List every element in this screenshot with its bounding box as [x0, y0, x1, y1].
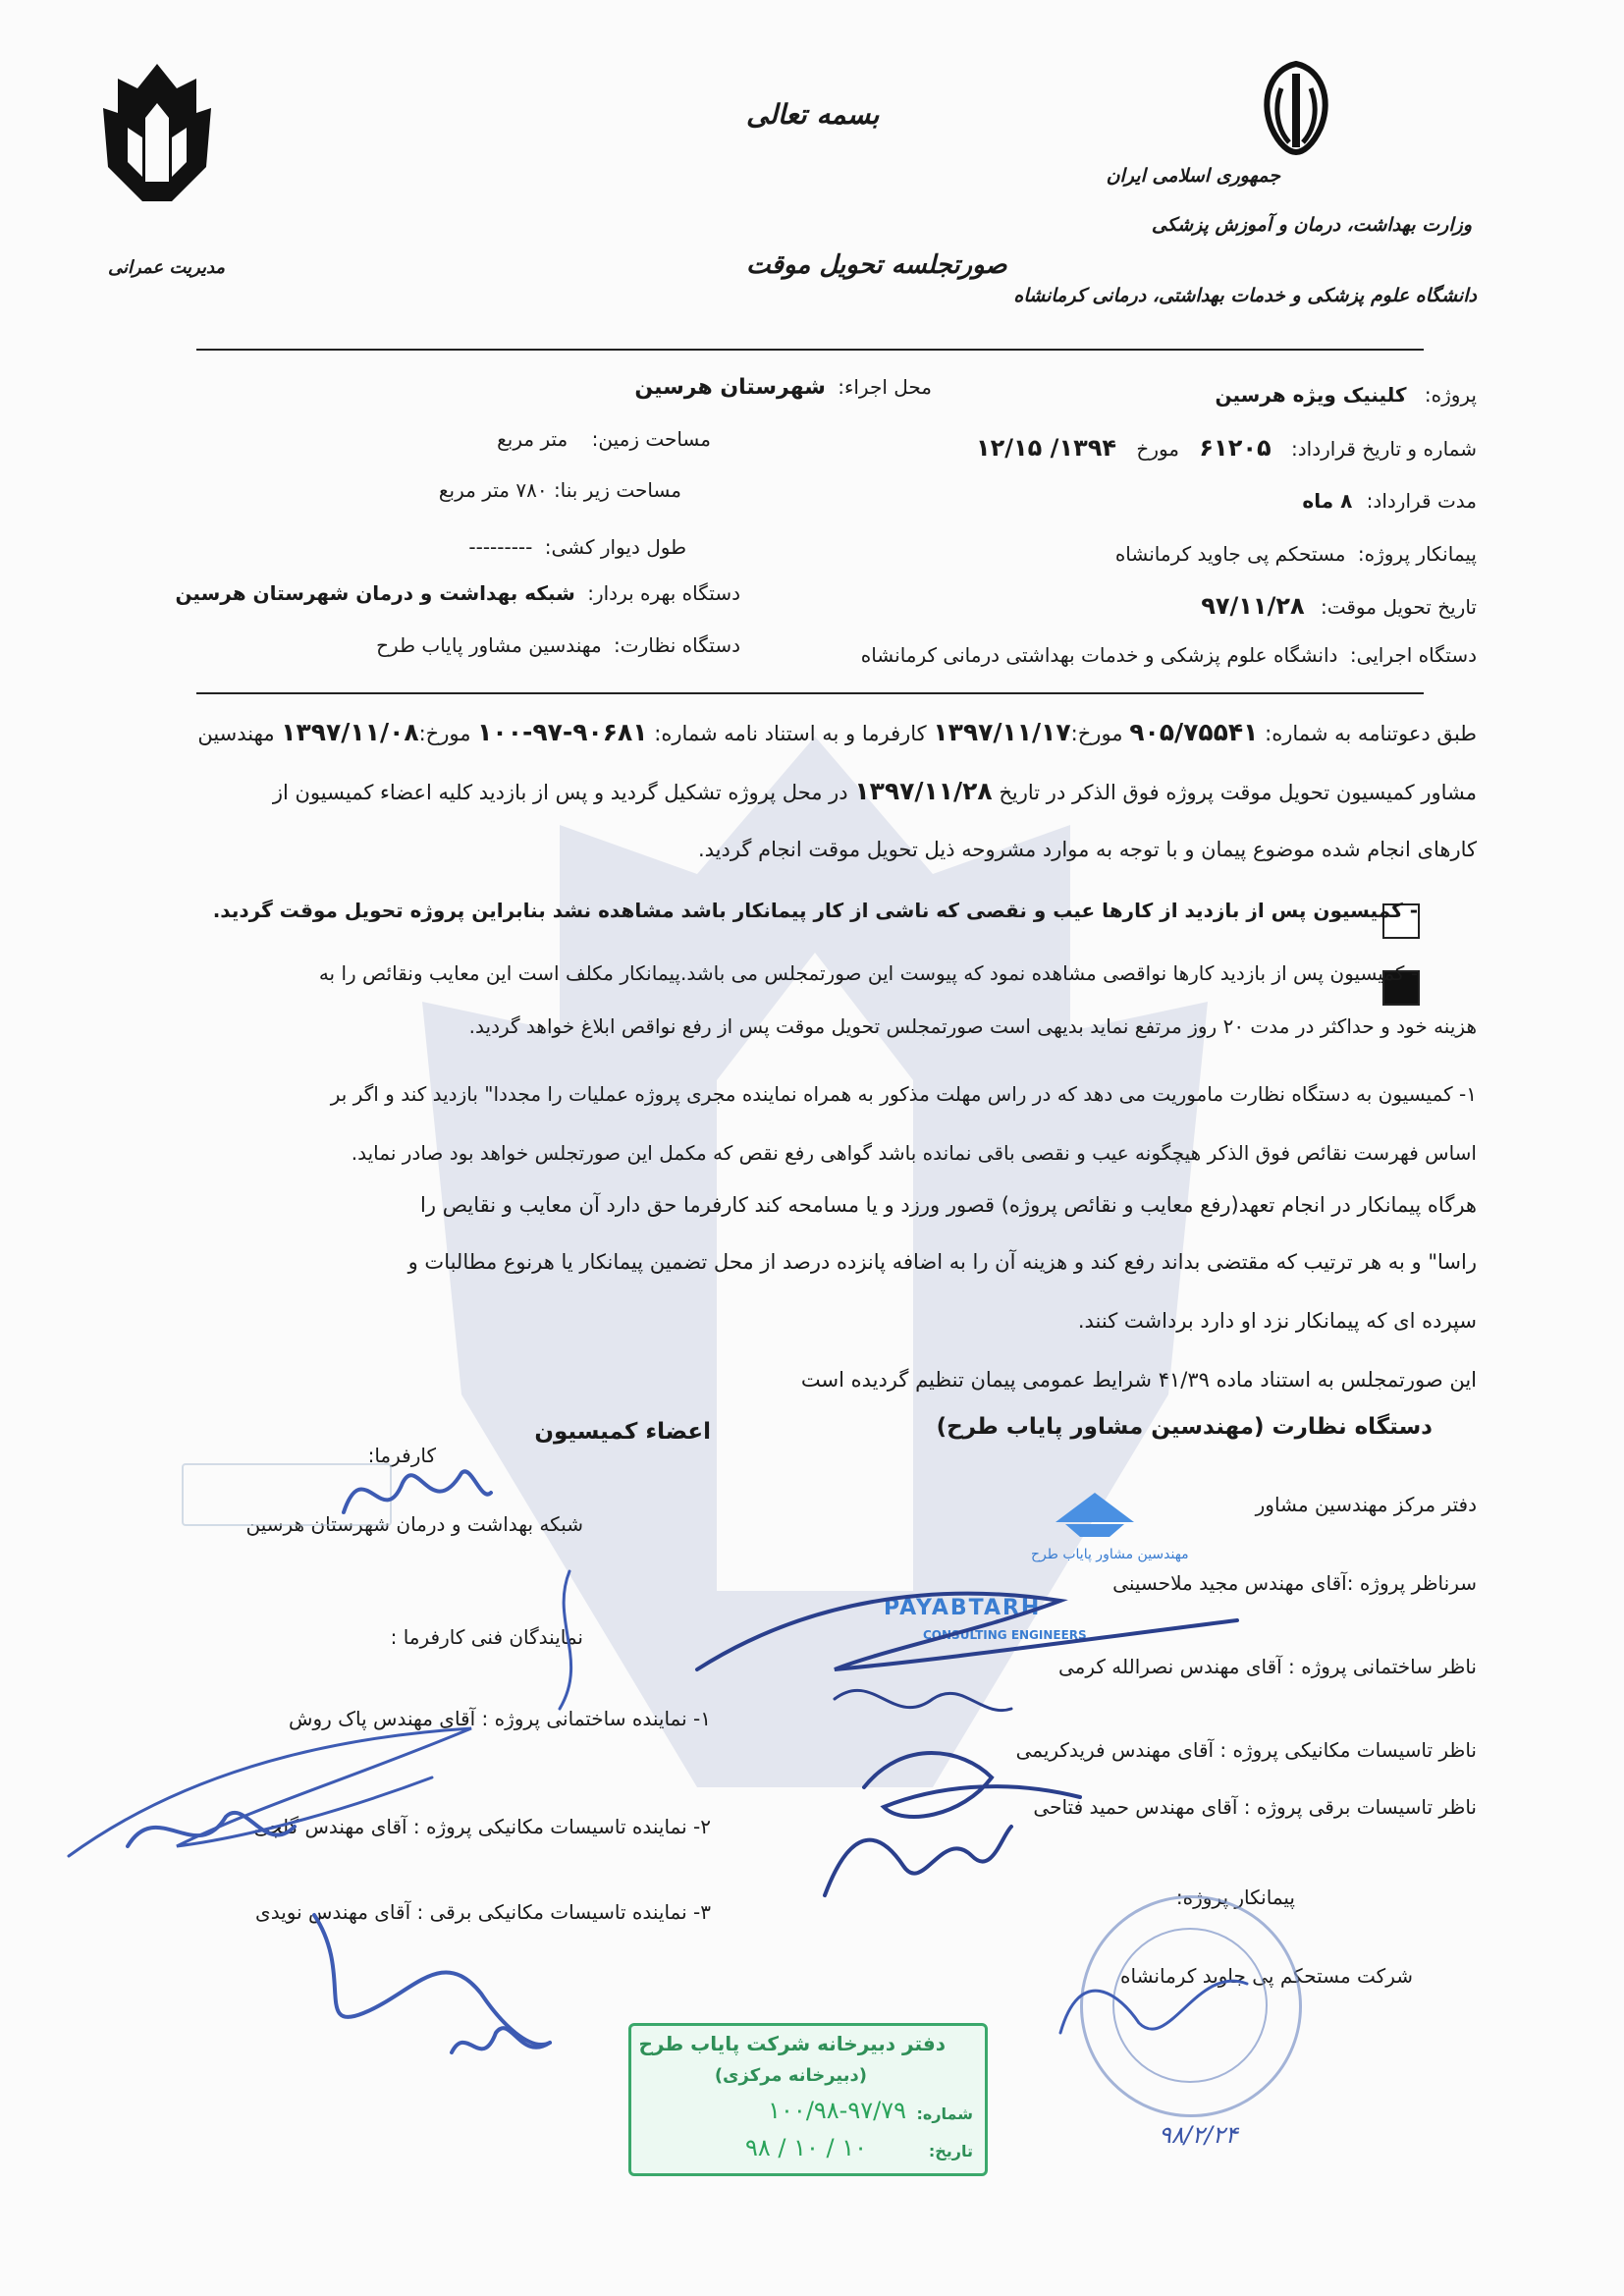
- contractor-value: مستحکم پی جاوید کرمانشاه: [1114, 542, 1346, 566]
- letter-text: کارفرما و به استناد نامه شماره:: [654, 722, 927, 745]
- project-label: پروژه:: [1424, 383, 1477, 407]
- wall-label: طول دیوار کشی:: [544, 535, 686, 559]
- contract-number: ۶۱۲۰۵: [1199, 434, 1272, 462]
- option-2-continuation: هزینه خود و حداکثر در مدت ۲۰ روز مرتفع نماید بدیهی است صورتمجلس تحویل موقت پس از رفع نواقص ابلاغ خواهد گردید.: [468, 1014, 1477, 1038]
- option-2-text: - کمیسیون پس از بازدید کارها نواقصی مشاهده نمود که پیوست این صورتمجلس می باشد.پیمانکار مکلف است این معایب ونقائص را به: [318, 961, 1418, 985]
- contract-row: [976, 434, 1477, 462]
- payab-stamp-en: PAYABTARH: [884, 1596, 1042, 1620]
- delivery-value: ۹۷/۱۱/۲۸: [1201, 592, 1305, 620]
- note-2-line-1: هرگاه پیمانکار در انجام تعهد(رفع معایب و نقائص پروژه) قصور ورزد و یا مسامحه کند کارفرما حق دارد آن معایب و نقایص را: [420, 1193, 1477, 1217]
- built-value: ۷۸۰ متر مربع: [438, 478, 548, 502]
- engineers-word: مهندسین: [197, 722, 275, 745]
- number-value: ۱۰۰/۹۸-۹۷/۷۹: [768, 2097, 906, 2124]
- handwritten-date: ۹۸/۲/۲۴: [1159, 2121, 1238, 2149]
- date-label: تاریخ:: [928, 2142, 973, 2160]
- note-2-line-2: راسا" و به هر ترتیب که مقتضی بداند رفع کند و هزینه آن را به اضافه پانزده درصد از محل تضمین پیمانکار یا هرنوع مطالبات و: [407, 1250, 1477, 1274]
- commission-text: مشاور کمیسیون تحویل موقت پروژه فوق الذکر در تاریخ: [999, 781, 1477, 804]
- duration-label: مدت قرارداد:: [1366, 489, 1477, 513]
- secretariat-sub: (دبیرخانه مرکزی): [714, 2065, 867, 2086]
- header-divider: [196, 349, 1424, 351]
- signature-rep-3b: [442, 2003, 560, 2082]
- contractor-label: پیمانکار پروژه:: [1357, 542, 1477, 566]
- elec-supervisor: ناظر تاسیسات برقی پروژه : آقای مهندس حمید فتاحی: [1033, 1795, 1477, 1819]
- location-row: [634, 375, 932, 400]
- secretariat-stamp: [628, 2023, 988, 2176]
- rep-2: ۲- نماینده تاسیسات مکانیکی پروژه : آقای مهندس گلچی: [253, 1815, 711, 1838]
- contractor-value-2: شرکت مستحکم پی جاوید کرمانشاه: [1120, 1964, 1413, 1988]
- signature-employer: [324, 1444, 501, 1552]
- operator-value: شبکه بهداشت و درمان شهرستان هرسین: [175, 581, 575, 605]
- supervisor-value: مهندسین مشاور پایاب طرح: [376, 633, 602, 657]
- number-label: شماره:: [916, 2105, 973, 2123]
- rep-1: ۱- نماینده ساختمانی پروژه : آقای مهندس پاک روش: [289, 1707, 711, 1730]
- land-label: مساحت زمین:: [591, 427, 711, 451]
- location-value: شهرستان هرسین: [634, 375, 826, 400]
- doc-title: صورتجلسه تحویل موقت: [746, 250, 1007, 280]
- payab-stamp-fa: مهندسین مشاور پایاب طرح: [1031, 1547, 1189, 1562]
- note-2-line-3: سپرده ای که پیمانکار نزد او دارد برداشت کنند.: [1077, 1309, 1477, 1333]
- supervisor-row: [376, 633, 740, 657]
- executor-label: دستگاه اجرایی:: [1349, 643, 1477, 667]
- wall-value: ---------: [468, 535, 533, 559]
- contractor-row: [1115, 542, 1477, 566]
- invite-date-label: مورخ:: [1070, 722, 1123, 745]
- project-value: کلینیک ویژه هرسین: [1215, 383, 1407, 407]
- secretariat-title: دفتر دبیرخانه شرکت پایاب طرح: [638, 2032, 946, 2055]
- tech-reps-label: نمایندگان فنی کارفرما :: [390, 1625, 583, 1649]
- civil-supervisor: ناظر ساختمانی پروژه : آقای مهندس نصرالله کرمی: [1057, 1655, 1477, 1678]
- commission-date: ۱۳۹۷/۱۱/۲۸: [854, 777, 993, 805]
- wall-row: [468, 535, 686, 559]
- rep-3: ۳- نماینده تاسیسات مکانیکی برقی : آقای مهندس نویدی: [255, 1900, 711, 1924]
- note-1-line-1: ۱- کمیسیون به دستگاه نظارت ماموریت می دهد که در راس مهلت مذکور به همراه نماینده مجری پروژه عملیات را مجددا" بازدید کند و اگر بر: [330, 1082, 1477, 1106]
- employer-label: کارفرما:: [367, 1444, 436, 1467]
- invite-text: طبق دعوتنامه به شماره:: [1265, 722, 1477, 745]
- contractor-label-2: پیمانکار پروژه:: [1175, 1886, 1295, 1909]
- iran-emblem: [1252, 59, 1340, 157]
- executor-row: [861, 643, 1477, 667]
- members-title: اعضاء کمیسیون: [534, 1419, 711, 1445]
- contract-date-label: مورخ: [1136, 437, 1180, 461]
- built-row: [439, 478, 681, 502]
- supervisor-label: دستگاه نظارت:: [614, 633, 740, 657]
- signature-elec: [805, 1797, 1021, 1925]
- signature-rep-2: [118, 1787, 314, 1876]
- right-logo-line-2: وزارت بهداشت، درمان و آموزش پزشکی: [1151, 214, 1472, 236]
- delivery-label: تاریخ تحویل موقت:: [1320, 595, 1477, 619]
- land-value: متر مربع: [497, 427, 568, 451]
- letter-number: ۹۰۶۸۱-۹۷-۱۰۰: [477, 718, 648, 746]
- body-line-3: کارهای انجام شده موضوع پیمان و با توجه به موارد مشروحه ذیل تحویل موقت انجام گردید.: [697, 838, 1477, 861]
- body-line-2: [141, 764, 1477, 820]
- land-row: [497, 427, 711, 451]
- delivery-row: [1201, 592, 1477, 620]
- executor-value: دانشگاه علوم پزشکی و خدمات بهداشتی درمانی کرمانشاه: [860, 643, 1338, 667]
- left-logo-caption: مدیریت عمرانی: [108, 257, 226, 278]
- built-label: مساحت زیر بنا:: [553, 478, 681, 502]
- operator-label: دستگاه بهره بردار:: [587, 581, 740, 605]
- office-line: دفتر مرکز مهندسین مشاور: [1255, 1493, 1477, 1516]
- note-1-line-2: اساس فهرست نقائص فوق الذکر هیچگونه عیب و نقصی باقی نمانده باشد گواهی رفع نقص که مکمل این صورتجلس خواهد بود صادر نماید.: [351, 1141, 1477, 1165]
- duration-row: [1302, 489, 1477, 513]
- operator-row: [175, 581, 740, 605]
- right-logo-line-3: دانشگاه علوم پزشکی و خدمات بهداشتی، درمانی کرمانشاه: [1013, 285, 1477, 306]
- mech-supervisor: ناظر تاسیسات مکانیکی پروژه : آقای مهندس فریدکریمی: [1015, 1738, 1477, 1762]
- letter-date: ۱۳۹۷/۱۱/۰۸: [281, 718, 419, 746]
- commission-text-cont: در محل پروژه تشکیل گردید و پس از بازدید کلیه اعضاء کمیسیون از: [272, 781, 848, 804]
- right-logo-line-1: جمهوری اسلامی ایران: [1106, 165, 1280, 187]
- invite-number: ۹۰۵/۷۵۵۴۱: [1129, 718, 1259, 746]
- bismillah: بسمه تعالی: [746, 98, 880, 131]
- supervision-title: دستگاه نظارت (مهندسین مشاور پایاب طرح): [936, 1414, 1433, 1440]
- contract-label: شماره و تاریخ قرارداد:: [1291, 437, 1477, 461]
- contract-date: ۱۳۹۴/ ۱۲/۱۵: [975, 434, 1117, 462]
- duration-value: ۸ ماه: [1302, 489, 1353, 513]
- note-3: این صورتمجلس به استناد ماده ۴۱/۳۹ شرایط عمومی پیمان تنظیم گردیده است: [800, 1368, 1477, 1392]
- date-value: ۹۸ / ۱۰ / ۱۰: [744, 2134, 867, 2161]
- letter-date-label: مورخ:: [418, 722, 471, 745]
- location-label: محل اجراء:: [838, 375, 932, 399]
- signature-technical: [511, 1561, 628, 1719]
- payab-stamp-en2: CONSULTING ENGINEERS: [923, 1628, 1087, 1642]
- project-row: [1215, 383, 1477, 407]
- invite-date: ۱۳۹۷/۱۱/۱۷: [933, 718, 1071, 746]
- chief-supervisor: سرناظر پروژه :آقای مهندس مجید ملاحسینی: [1112, 1571, 1477, 1595]
- signature-contractor: [1041, 1944, 1276, 2062]
- university-logo: [98, 59, 216, 216]
- option-1-text: - کمیسیون پس از بازدید از کارها عیب و نقصی که ناشی از کار پیمانکار باشد مشاهده نشد بنابراین پروژه تحویل موقت گردید.: [212, 899, 1418, 922]
- body-line-1: [141, 705, 1477, 761]
- fields-divider: [196, 692, 1424, 694]
- employer-value: شبکه بهداشت و درمان شهرستان هرسین: [245, 1512, 583, 1536]
